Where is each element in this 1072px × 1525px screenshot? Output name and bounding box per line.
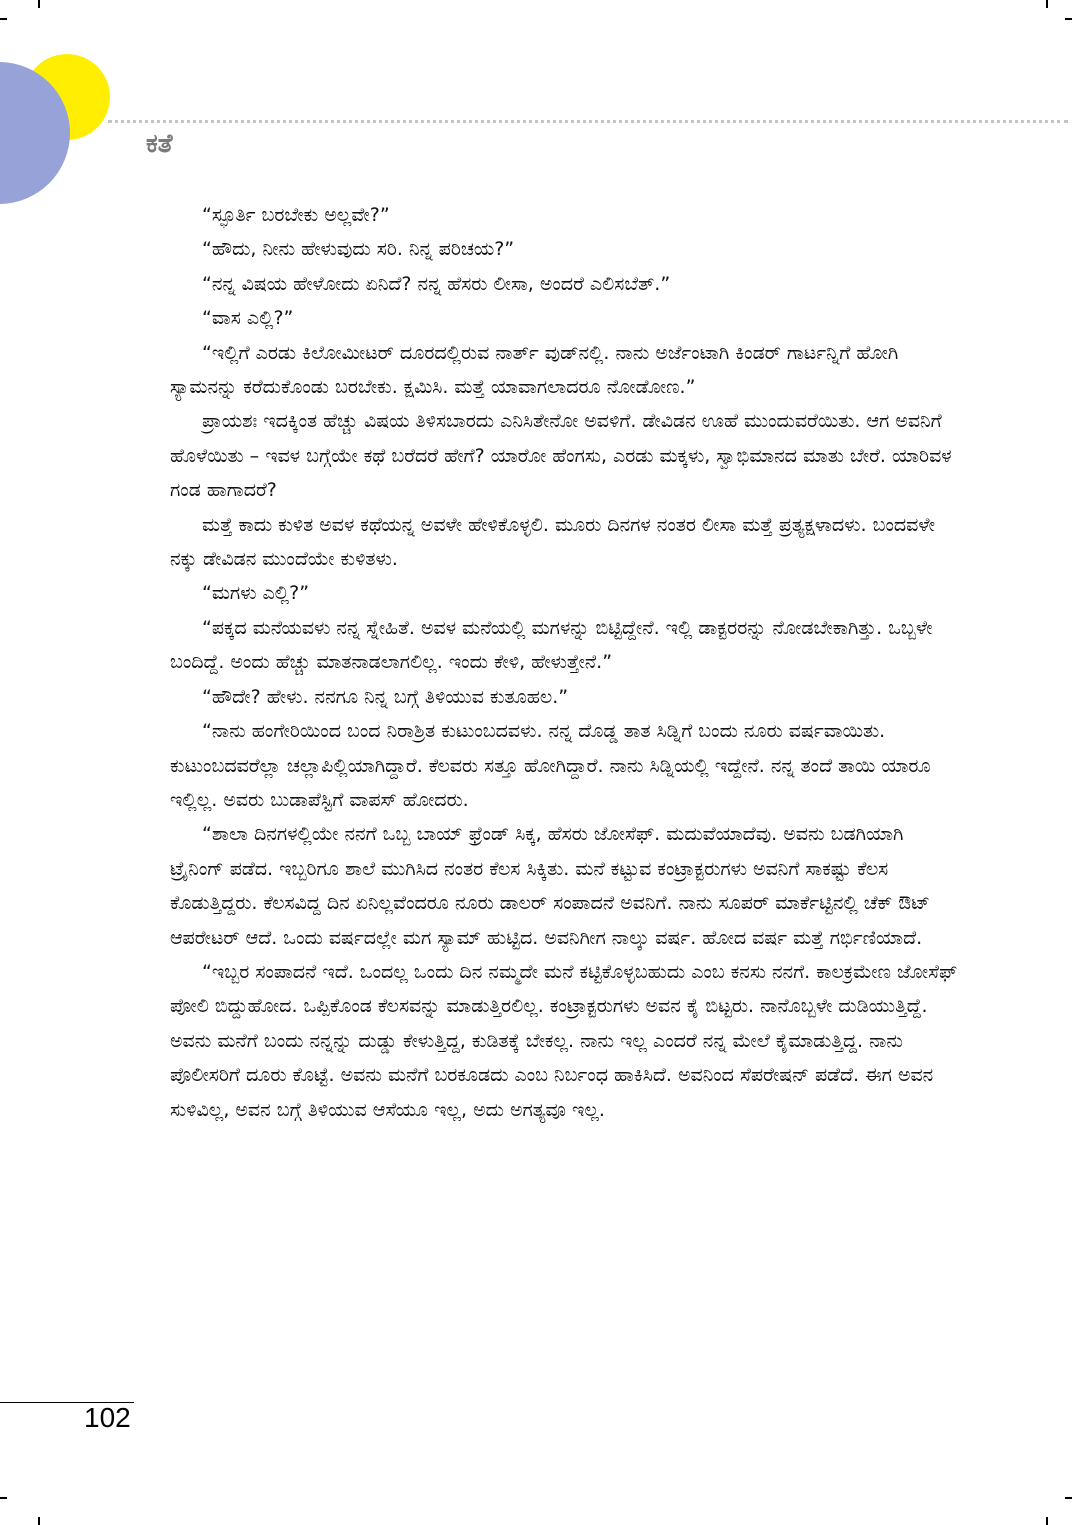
paragraph: “ಇಲ್ಲಿಗೆ ಎರಡು ಕಿಲೋಮೀಟರ್ ದೂರದಲ್ಲಿರುವ ನಾರ್ತ್ ವುಡ್‌ನಲ್ಲಿ. ನಾನು ಅರ್ಜೆಂಟಾಗಿ ಕಿಂಡರ್ ಗಾರ್ಟನ್ನಿಗೆ ಹೋಗಿ ಸ್ಯಾಮನನ್ನು ಕರೆದುಕೊಂಡು ಬರಬೇಕು. ಕ್ಷಮಿಸಿ. ಮತ್ತೆ ಯಾವಾಗಲಾದರೂ ನೋಡೋಣ.” bbox=[170, 341, 899, 399]
story-body bbox=[170, 198, 960, 1127]
paragraph: “ನನ್ನ ವಿಷಯ ಹೇಳೋದು ಏನಿದೆ? ನನ್ನ ಹೆಸರು ಲೀಸಾ, ಅಂದರೆ ಎಲಿಸಬೆತ್.” bbox=[202, 272, 671, 295]
page-number: 102 bbox=[84, 1402, 131, 1433]
crop-mark-top-right bbox=[1046, 0, 1048, 8]
section-title: ಕತೆ bbox=[146, 129, 173, 159]
paragraph: “ಸ್ಫೂರ್ತಿ ಬರಬೇಕು ಅಲ್ಲವೇ?” bbox=[202, 204, 390, 226]
paragraph: “ಹೌದೇ? ಹೇಳು. ನನಗೂ ನಿನ್ನ ಬಗ್ಗೆ ತಿಳಿಯುವ ಕುತೂಹಲ.” bbox=[202, 685, 569, 708]
paragraph: “ಪಕ್ಕದ ಮನೆಯವಳು ನನ್ನ ಸ್ನೇಹಿತೆ. ಅವಳ ಮನೆಯಲ್ಲಿ ಮಗಳನ್ನು ಬಿಟ್ಟಿದ್ದೇನೆ. ಇಲ್ಲಿ ಡಾಕ್ಟರರನ್ನು ನೋಡಬೇಕಾಗಿತ್ತು. ಒಬ್ಬಳೇ ಬಂದಿದ್ದೆ. ಅಂದು ಹೆಚ್ಚು ಮಾತನಾಡಲಾಗಲಿಲ್ಲ. ಇಂದು ಕೇಳಿ, ಹೇಳುತ್ತೇನೆ.” bbox=[170, 616, 933, 674]
crop-mark-left-upper bbox=[0, 18, 7, 20]
crop-mark-bottom-right bbox=[1046, 1517, 1048, 1525]
crop-mark-bottom-left bbox=[38, 1517, 40, 1525]
paragraph: “ಶಾಲಾ ದಿನಗಳಲ್ಲಿಯೇ ನನಗೆ ಒಬ್ಬ ಬಾಯ್ ಫ್ರೆಂಡ್ ಸಿಕ್ಕ, ಹೆಸರು ಜೋಸೆಫ್. ಮದುವೆಯಾದೆವು. ಅವನು ಬಡಗಿಯಾಗಿ ಟ್ರೈನಿಂಗ್ ಪಡೆದ. ಇಬ್ಬರಿಗೂ ಶಾಲೆ ಮುಗಿಸಿದ ನಂತರ ಕೆಲಸ ಸಿಕ್ಕಿತು. ಮನೆ ಕಟ್ಟುವ ಕಂಟ್ರಾಕ್ಟರುಗಳು ಅವನಿಗೆ ಸಾಕಷ್ಟು ಕೆಲಸ ಕೊಡುತ್ತಿದ್ದರು. ಕೆಲಸವಿದ್ದ ದಿನ ಏನಿಲ್ಲವೆಂದರೂ ನೂರು ಡಾಲರ್ ಸಂಪಾದನೆ ಅವನಿಗೆ. ನಾನು ಸೂಪರ್ ಮಾರ್ಕೆಟ್ಟಿನಲ್ಲಿ ಚೆಕ್ ಔಟ್ ಆಪರೇಟರ್ ಆದೆ. ಒಂದು ವರ್ಷದಲ್ಲೇ ಮಗ ಸ್ಯಾಮ್ ಹುಟ್ಟಿದ. ಅವನಿಗೀಗ ನಾಲ್ಕು ವರ್ಷ. ಹೋದ ವರ್ಷ ಮತ್ತೆ ಗರ್ಭಿಣಿಯಾದೆ. bbox=[170, 823, 930, 949]
crop-mark-left-lower bbox=[0, 1497, 7, 1499]
paragraph: ಮತ್ತೆ ಕಾದು ಕುಳಿತ ಅವಳ ಕಥೆಯನ್ನ ಅವಳೇ ಹೇಳಿಕೊಳ್ಳಲಿ. ಮೂರು ದಿನಗಳ ನಂತರ ಲೀಸಾ ಮತ್ತೆ ಪ್ರತ್ಯಕ್ಷಳಾದಳು. ಬಂದವಳೇ ನಕ್ಕು ಡೇವಿಡನ ಮುಂದೆಯೇ ಕುಳಿತಳು. bbox=[170, 513, 935, 571]
paragraph: “ನಾನು ಹಂಗೇರಿಯಿಂದ ಬಂದ ನಿರಾಶ್ರಿತ ಕುಟುಂಬದವಳು. ನನ್ನ ದೊಡ್ಡ ತಾತ ಸಿಡ್ನಿಗೆ ಬಂದು ನೂರು ವರ್ಷವಾಯಿತು. ಕುಟುಂಬದವರೆಲ್ಲಾ ಚಲ್ಲಾಪಿಲ್ಲಿಯಾಗಿದ್ದಾರೆ. ಕೆಲವರು ಸತ್ತೂ ಹೋಗಿದ್ದಾರೆ. ನಾನು ಸಿಡ್ನಿಯಲ್ಲಿ ಇದ್ದೇನೆ. ನನ್ನ ತಂದೆ ತಾಯಿ ಯಾರೂ ಇಲ್ಲಿಲ್ಲ. ಅವರು ಬುಡಾಪೆಸ್ಟಿಗೆ ವಾಪಸ್ ಹೋದರು. bbox=[170, 720, 931, 811]
paragraph: ಪ್ರಾಯಶಃ ಇದಕ್ಕಿಂತ ಹೆಚ್ಚು ವಿಷಯ ತಿಳಿಸಬಾರದು ಎನಿಸಿತೇನೋ ಅವಳಿಗೆ. ಡೇವಿಡನ ಊಹೆ ಮುಂದುವರೆಯಿತು. ಆಗ ಅವನಿಗೆ ಹೊಳೆಯಿತು – ಇವಳ ಬಗ್ಗೆಯೇ ಕಥೆ ಬರೆದರೆ ಹೇಗೆ? ಯಾರೋ ಹೆಂಗಸು, ಎರಡು ಮಕ್ಕಳು, ಸ್ವಾಭಿಮಾನದ ಮಾತು ಬೇರೆ. ಯಾರಿವಳ ಗಂಡ ಹಾಗಾದರೆ? bbox=[170, 410, 952, 502]
crop-mark-top-left bbox=[38, 0, 40, 8]
paragraph: “ವಾಸ ಎಲ್ಲಿ?” bbox=[202, 307, 294, 330]
crop-mark-right-upper bbox=[1065, 18, 1072, 20]
header-dotted-rule bbox=[108, 120, 1068, 123]
paragraph: “ಇಬ್ಬರ ಸಂಪಾದನೆ ಇದೆ. ಒಂದಲ್ಲ ಒಂದು ದಿನ ನಮ್ಮದೇ ಮನೆ ಕಟ್ಟಿಕೊಳ್ಳಬಹುದು ಎಂಬ ಕನಸು ನನಗೆ. ಕಾಲಕ್ರಮೇಣ ಜೋಸೆಫ್ ಪೋಲಿ ಬಿದ್ದುಹೋದ. ಒಪ್ಪಿಕೊಂಡ ಕೆಲಸವನ್ನು ಮಾಡುತ್ತಿರಲಿಲ್ಲ. ಕಂಟ್ರಾಕ್ಟರುಗಳು ಅವನ ಕೈ ಬಿಟ್ಟರು. ನಾನೊಬ್ಬಳೇ ದುಡಿಯುತ್ತಿದ್ದೆ. ಅವನು ಮನೆಗೆ ಬಂದು ನನ್ನನ್ನು ದುಡ್ಡು ಕೇಳುತ್ತಿದ್ದ, ಕುಡಿತಕ್ಕೆ ಬೇಕಲ್ಲ. ನಾನು ಇಲ್ಲ ಎಂದರೆ ನನ್ನ ಮೇಲೆ ಕೈಮಾಡುತ್ತಿದ್ದ. ನಾನು ಪೊಲೀಸರಿಗೆ ದೂರು ಕೊಟ್ಟೆ. ಅವನು ಮನೆಗೆ ಬರಕೂಡದು ಎಂಬ ನಿರ್ಬಂಧ ಹಾಕಿಸಿದೆ. ಅವನಿಂದ ಸೆಪರೇಷನ್ ಪಡೆದೆ. ಈಗ ಅವನ ಸುಳಿವಿಲ್ಲ, ಅವನ ಬಗ್ಗೆ ತಿಳಿಯುವ ಆಸೆಯೂ ಇಲ್ಲ, ಅದು ಅಗತ್ಯವೂ ಇಲ್ಲ. bbox=[170, 960, 958, 1121]
paragraph: “ಮಗಳು ಎಲ್ಲಿ?” bbox=[202, 582, 310, 605]
crop-mark-right-lower bbox=[1065, 1497, 1072, 1499]
paragraph: “ಹೌದು, ನೀನು ಹೇಳುವುದು ಸರಿ. ನಿನ್ನ ಪರಿಚಯ?” bbox=[202, 238, 515, 261]
